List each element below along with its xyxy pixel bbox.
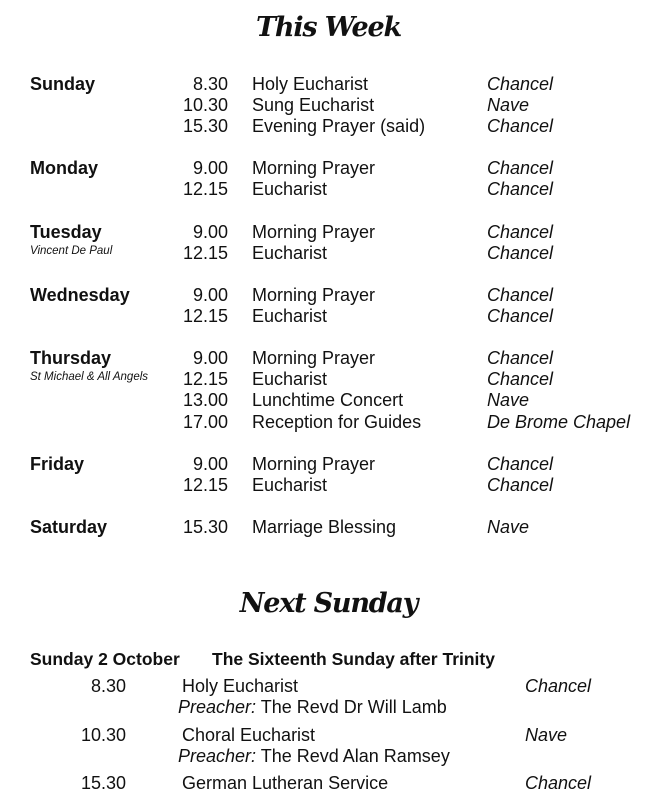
service-name: Marriage Blessing [252, 517, 397, 537]
day-name: Friday [30, 454, 85, 474]
service-time: 13.00 [182, 390, 228, 411]
service-name: Reception for Guides [252, 411, 422, 432]
next-sunday-service-time: 8.30 [90, 676, 126, 696]
service-location: Chancel [487, 179, 554, 200]
service-name: Sung Eucharist [252, 95, 375, 116]
service-time: 9.00 [192, 285, 228, 305]
next-sunday-preacher [178, 696, 447, 718]
service-time: 12.15 [182, 369, 228, 390]
service-name: Morning Prayer [252, 158, 376, 178]
service-location: Chancel [487, 369, 554, 390]
next-sunday-service-location: Nave [525, 725, 568, 745]
next-sunday-service-location: Chancel [525, 773, 592, 793]
service-time: 12.15 [182, 243, 228, 264]
service-time: 9.00 [192, 158, 228, 178]
next-sunday-title: Next Sunday [239, 588, 418, 619]
service-location: Nave [487, 390, 530, 411]
service-name: Eucharist [252, 243, 328, 264]
preacher-label: Preacher: [178, 697, 257, 717]
service-time: 9.00 [192, 454, 228, 474]
service-name: Lunchtime Concert [252, 390, 404, 411]
feast-day: St Michael & All Angels [30, 371, 149, 383]
service-time: 17.00 [182, 411, 228, 432]
service-location: Chancel [487, 116, 554, 137]
service-time: 8.30 [192, 74, 228, 94]
service-location: Nave [487, 517, 530, 537]
next-sunday-service-name: Choral Eucharist [182, 725, 316, 745]
preacher-name: The Revd Alan Ramsey [260, 746, 450, 766]
next-sunday-occasion: The Sixteenth Sunday after Trinity [212, 649, 495, 669]
day-name: Thursday [30, 348, 112, 368]
service-time: 12.15 [182, 179, 228, 200]
service-location: Chancel [487, 348, 554, 368]
service-location: Nave [487, 95, 530, 116]
next-sunday-date: Sunday 2 October [30, 649, 180, 669]
service-location: Chancel [487, 222, 554, 242]
service-location: Chancel [487, 74, 554, 94]
service-location: Chancel [487, 243, 554, 264]
service-time: 9.00 [192, 222, 228, 242]
service-name: Morning Prayer [252, 348, 376, 368]
service-location: De Brome Chapel [487, 411, 631, 432]
service-name: Eucharist [252, 369, 328, 390]
service-time: 10.30 [182, 95, 228, 116]
preacher-label: Preacher: [178, 746, 257, 766]
service-name: Eucharist [252, 179, 328, 200]
day-name: Sunday [30, 74, 96, 94]
next-sunday-preacher [178, 745, 450, 767]
service-location: Chancel [487, 306, 554, 327]
service-time: 12.15 [182, 475, 228, 496]
next-sunday-service-location: Chancel [525, 676, 592, 696]
service-name: Holy Eucharist [252, 74, 369, 94]
service-name: Morning Prayer [252, 454, 376, 474]
service-location: Chancel [487, 158, 554, 178]
service-name: Morning Prayer [252, 285, 376, 305]
day-name: Wednesday [30, 285, 130, 305]
day-name: Tuesday [30, 222, 102, 242]
day-name: Monday [30, 158, 99, 178]
next-sunday-service-name: German Lutheran Service [182, 773, 389, 793]
preacher-name: The Revd Dr Will Lamb [260, 697, 447, 717]
service-location: Chancel [487, 285, 554, 305]
service-time: 15.30 [182, 116, 228, 137]
this-week-title: This Week [256, 12, 401, 43]
service-name: Morning Prayer [252, 222, 376, 242]
service-name: Eucharist [252, 475, 328, 496]
service-name: Eucharist [252, 306, 328, 327]
next-sunday-service-time: 15.30 [80, 773, 126, 793]
service-time: 9.00 [192, 348, 228, 368]
service-name: Evening Prayer (said) [252, 116, 426, 137]
next-sunday-service-time: 10.30 [80, 725, 126, 745]
service-location: Chancel [487, 454, 554, 474]
feast-day: Vincent De Paul [30, 245, 113, 257]
service-time: 12.15 [182, 306, 228, 327]
next-sunday-service-name: Holy Eucharist [182, 676, 299, 696]
day-name: Saturday [30, 517, 108, 537]
service-time: 15.30 [182, 517, 228, 537]
service-location: Chancel [487, 475, 554, 496]
